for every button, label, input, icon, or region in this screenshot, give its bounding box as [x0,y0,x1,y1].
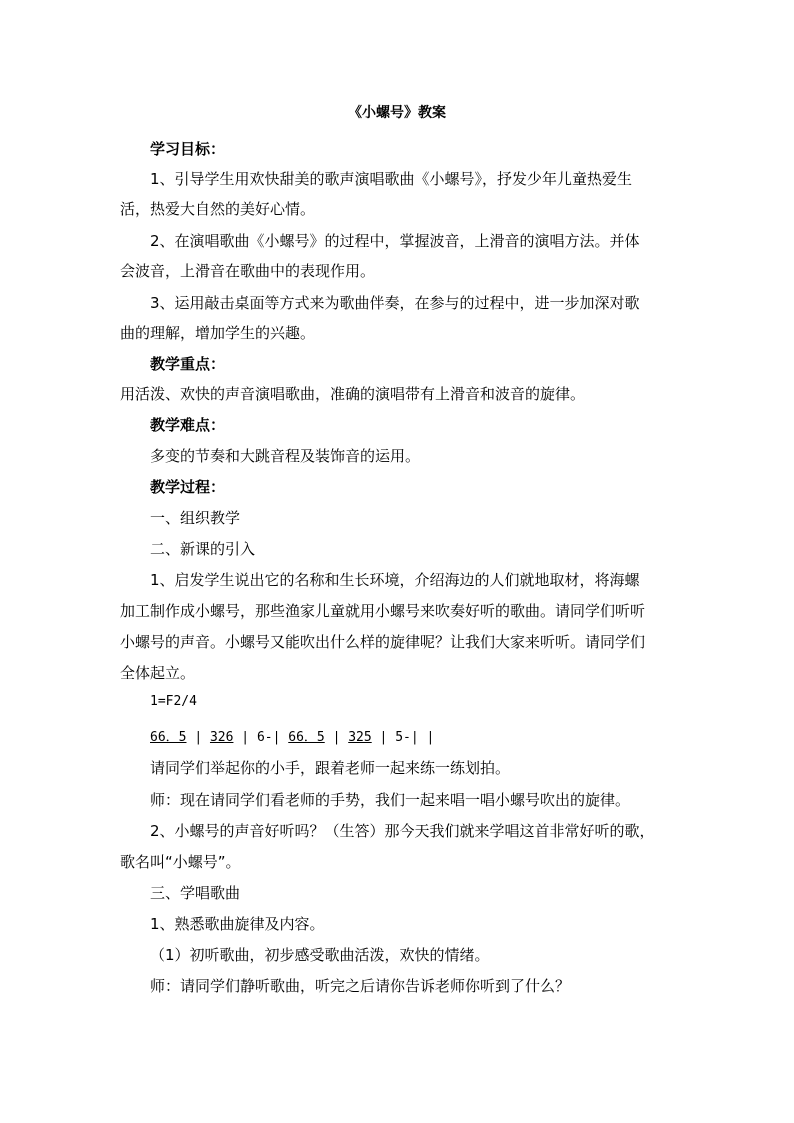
heading-key-points: 教学重点： [150,355,226,373]
notation-group: 325 [348,730,372,745]
paragraph-line: 会波音，上滑音在歌曲中的表现作用。 [120,262,376,280]
bar-line: | [410,730,419,745]
heading-learning-goals: 学习目标： [150,140,226,158]
paragraph-line: 2、小螺号的声音好听吗？（生答）那今天我们就来学唱这首非常好听的歌， [150,822,655,840]
paragraph-line: 1、启发学生说出它的名称和生长环境，介绍海边的人们就地取材，将海螺 [150,571,640,589]
key-signature: 1=F2/4 [150,694,197,709]
notation-group: 326 [209,730,234,745]
section-heading: 三、学唱歌曲 [150,884,241,902]
notation-group: 6- [256,730,273,745]
section-heading: 一、组织教学 [150,509,241,527]
paragraph-line: （1）初听歌曲，初步感受歌曲活泼，欢快的情绪。 [150,946,490,964]
paragraph-line: 用活泼、欢快的声音演唱歌曲，准确的演唱带有上滑音和波音的旋律。 [120,385,586,403]
paragraph-line: 3、运用敲击桌面等方式来为歌曲伴奏，在参与的过程中，进一步加深对歌 [150,294,640,312]
heading-process: 教学过程： [150,478,226,496]
paragraph-line: 1、熟悉歌曲旋律及内容。 [150,915,325,933]
bar-line: | [426,730,435,745]
paragraph-line: 多变的节奏和大跳音程及装饰音的运用。 [150,447,421,465]
paragraph-line: 曲的理解，增加学生的兴趣。 [120,324,316,342]
bar-line: | [379,730,388,745]
paragraph-line: 1、引导学生用欢快甜美的歌声演唱歌曲《小螺号》，抒发少年儿童热爱生 [150,170,633,188]
notation-group: 5- [395,730,411,745]
paragraph-line: 歌名叫“小螺号”。 [120,853,241,871]
paragraph-line: 加工制作成小螺号，那些渔家儿童就用小螺号来吹奏好听的歌曲。请同学们听听 [120,602,646,620]
paragraph-line: 小螺号的声音。小螺号又能吹出什么样的旋律呢？让我们大家来听听。请同学们 [120,633,646,651]
document-title: 《小螺号》教案 [348,105,446,121]
bar-line: | [194,730,203,745]
paragraph-line: 全体起立。 [120,664,196,682]
heading-difficulties: 教学难点： [150,416,226,434]
notation-group: 66．5 [288,730,325,745]
paragraph-line: 活，热爱大自然的美好心情。 [120,200,316,218]
paragraph-line: 请同学们举起你的小手，跟着老师一起来练一练划拍。 [150,759,511,777]
section-heading: 二、新课的引入 [150,540,256,558]
bar-line: | [332,730,341,745]
notation-group: 66．5 [150,730,187,745]
paragraph-line: 师：现在请同学们看老师的手势，我们一起来唱一唱小螺号吹出的旋律。 [150,791,631,809]
paragraph-line: 2、在演唱歌曲《小螺号》的过程中，掌握波音，上滑音的演唱方法。并体 [150,232,640,250]
music-notation [150,726,710,745]
paragraph-line: 师：请同学们静听歌曲，听完之后请你告诉老师你听到了什么？ [150,977,571,995]
bar-line: | [241,730,250,745]
bar-line: | [272,730,281,745]
